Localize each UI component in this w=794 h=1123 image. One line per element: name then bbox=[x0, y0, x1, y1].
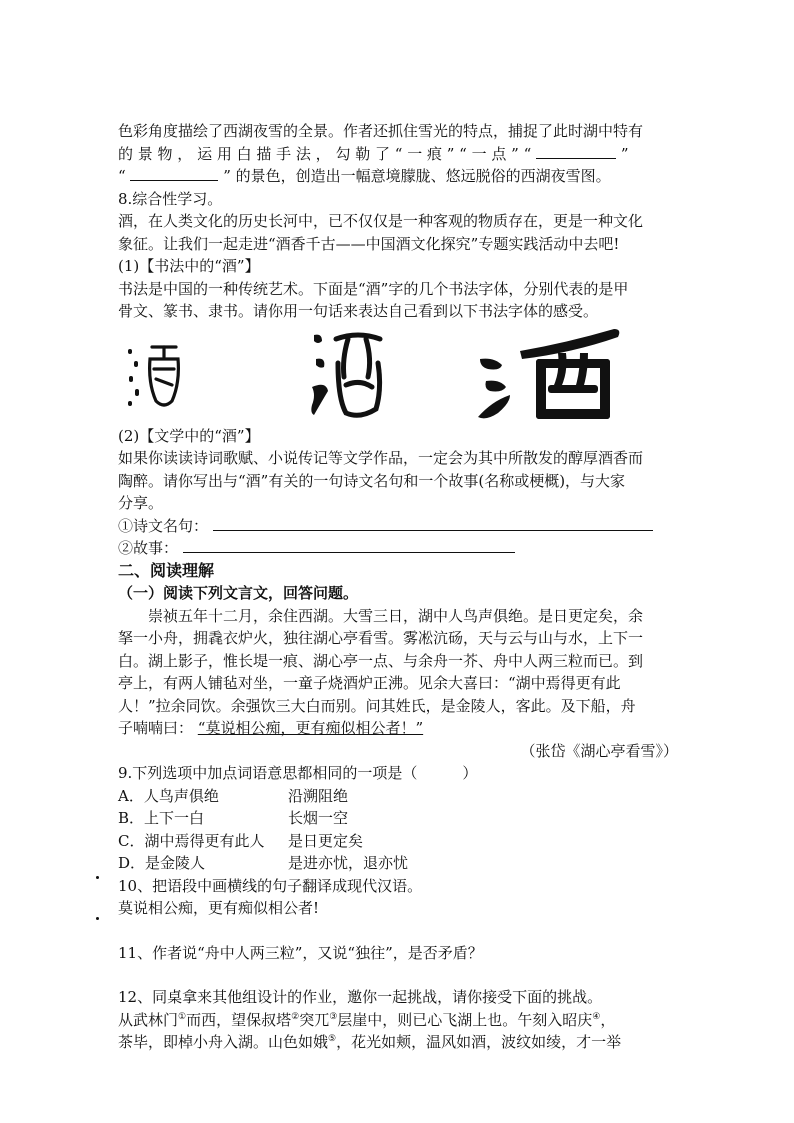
q8-s1-text: 书法是中国的一种传统艺术。下面是“酒”字的几个书法字体，分别代表的是甲 bbox=[118, 279, 629, 298]
calligraphy-seal-script-image bbox=[308, 329, 386, 421]
answer-space[interactable] bbox=[118, 964, 678, 986]
story-answer-line: ②故事： bbox=[118, 537, 678, 560]
underlined-sentence: “莫说相公痴，更有痴似相公者！” bbox=[197, 719, 424, 737]
q8-s2-text: 如果你读读诗词歌赋、小说传记等文学作品，一定会为其中所散发的醇厚酒香而 bbox=[118, 449, 644, 467]
poem-answer-blank[interactable] bbox=[213, 516, 653, 531]
question-11-stem: 11、作者说“舟中人两三粒”，又说“独往”，是否矛盾？ bbox=[118, 943, 483, 962]
q8-intro: 象征。让我们一起走进“酒香千古——中国酒文化探究”专题实践活动中去吧! bbox=[118, 234, 620, 253]
question-8-title: 8.综合性学习。 bbox=[118, 189, 223, 208]
question-10-stem: 10、把语段中画横线的句子翻译成现代汉语。 bbox=[118, 876, 423, 895]
q9-option-b[interactable]: B．上下一白 长烟一空 bbox=[118, 809, 349, 827]
q8-s2-text: 分享。 bbox=[118, 494, 164, 512]
question-9-stem: 9.下列选项中加点词语意思都相同的一项是（ ） bbox=[118, 764, 478, 782]
q9-option-d[interactable]: D．是金陵人 是进亦忧，退亦忧 bbox=[118, 854, 409, 872]
q8-s1-text: 骨文、篆书、隶书。请你用一句话来表达自己看到以下书法字体的感受。 bbox=[118, 302, 599, 320]
answer-blank[interactable] bbox=[130, 166, 218, 181]
passage-line: 崇祯五年十二月，余住西湖。大雪三日，湖中人鸟声俱绝。是日更定矣，余 bbox=[148, 606, 644, 625]
q9-option-a[interactable]: A．人鸟声俱绝 沿溯阻绝 bbox=[118, 786, 349, 805]
document-page bbox=[118, 120, 678, 1054]
q9-option-c[interactable]: C．湖中焉得更有此人 是日更定矣 bbox=[118, 831, 364, 850]
question-10-sentence: 莫说相公痴，更有痴似相公者! bbox=[118, 899, 320, 917]
q8-s2-text: 陶醉。请你写出与“酒”有关的一句诗文名句和一个故事(名称或梗概)，与大家 bbox=[118, 471, 626, 490]
passage-line: 亭上，有两人铺毡对坐，一童子烧酒炉正沸。见余大喜曰：“湖中焉得更有此 bbox=[118, 674, 621, 692]
calligraphy-clerical-script-image bbox=[476, 325, 626, 425]
calligraphy-oracle-bone-image bbox=[126, 343, 186, 409]
passage-line: 子喃喃曰： “莫说相公痴，更有痴似相公者！” bbox=[118, 719, 424, 737]
q12-passage-line: 从武林门①而西，望保叔塔②突兀③层崖中，则已心飞湖上也。午刻入昭庆④， bbox=[118, 1010, 616, 1029]
q12-passage-line: 茶毕，即棹小舟入湖。山色如娥⑤，花光如颊，温风如酒，波纹如绫，才一举 bbox=[118, 1033, 622, 1051]
text-line: 的 景 物 ， 运 用 白 描 手 法 ， 勾 勒 了 “ 一 痕 ” “ 一 点 ” “ ” bbox=[118, 144, 629, 163]
calligraphy-images bbox=[118, 329, 678, 421]
passage-line: 白。湖上影子，惟长堤一痕、湖心亭一点、与余舟一芥、舟中人两三粒而已。到 bbox=[118, 651, 644, 670]
margin-dot bbox=[96, 917, 99, 920]
question-12-stem: 12、同桌拿来其他组设计的作业，邀你一起挑战，请你接受下面的挑战。 bbox=[118, 988, 603, 1006]
passage-line: 人！”拉余同饮。余强饮三大白而别。问其姓氏，是金陵人，客此。及下船，舟 bbox=[118, 696, 636, 715]
passage-line: 拏一小舟，拥毳衣炉火，独往湖心亭看雪。雾凇沆砀，天与云与山与水，上下一 bbox=[118, 629, 644, 647]
text-line: “ ” 的景色，创造出一幅意境朦胧、悠远脱俗的西湖夜雪图。 bbox=[118, 167, 611, 185]
story-answer-blank[interactable] bbox=[183, 538, 515, 553]
answer-blank[interactable] bbox=[536, 144, 616, 159]
answer-space[interactable] bbox=[118, 920, 678, 942]
poem-answer-line: ①诗文名句： bbox=[118, 515, 678, 538]
margin-dot bbox=[96, 876, 99, 879]
q8-subsection-1-title: (1)【书法中的“酒”】 bbox=[118, 257, 260, 275]
passage-source: （张岱《湖心亭看雪》） bbox=[520, 741, 678, 760]
text-line: 色彩角度描绘了西湖夜雪的全景。作者还抓住雪光的特点，捕捉了此时湖中特有 bbox=[118, 122, 644, 140]
q8-subsection-2-title: (2)【文学中的“酒”】 bbox=[118, 426, 260, 445]
q8-intro: 酒，在人类文化的历史长河中，已不仅仅是一种客观的物质存在，更是一种文化 bbox=[118, 212, 644, 230]
section-title: 二、阅读理解 bbox=[118, 560, 215, 580]
section-subtitle: （一）阅读下列文言文，回答问题。 bbox=[118, 584, 359, 602]
